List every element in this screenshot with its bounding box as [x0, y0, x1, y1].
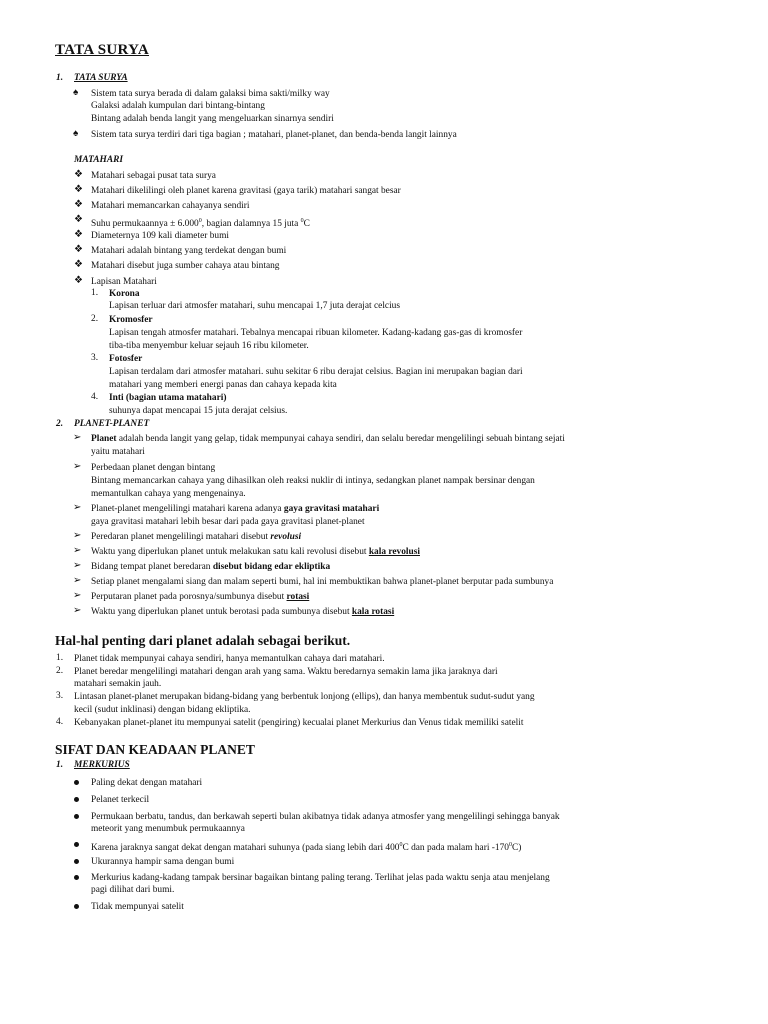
bullet-dot-icon: [74, 904, 79, 909]
bullet-dot-icon: [74, 797, 79, 802]
hal-item: Planet beredar mengelilingi matahari dengan arah yang sama. Waktu beredarnya semakin lama jika jaraknya dari: [74, 667, 498, 677]
list-item: Matahari adalah bintang yang terdekat dengan bumi: [91, 246, 287, 256]
layer-desc: Lapisan tengah atmosfer matahari. Tebalnya mencapai ribuan kilometer. Kadang-kadang gas-gas di kromosfer: [109, 328, 523, 338]
layer-desc: Lapisan terluar dari atmosfer matahari, suhu mencapai 1,7 juta derajat celcius: [109, 301, 401, 311]
list-item: Diameternya 109 kali diameter bumi: [91, 231, 229, 241]
list-item: Matahari dikelilingi oleh planet karena gravitasi (gaya tarik) matahari sangat besar: [91, 186, 401, 196]
list-item-cont: gaya gravitasi matahari lebih besar dari pada gaya gravitasi planet-planet: [91, 517, 365, 527]
arrow-bullet-icon: ➢: [73, 461, 82, 472]
list-item-cont: yaitu matahari: [91, 447, 145, 457]
arrow-bullet-icon: ➢: [73, 590, 82, 601]
hal-item-cont: matahari semakin jauh.: [74, 679, 162, 689]
list-item: Planet adalah benda langit yang gelap, tidak mempunyai cahaya sendiri, dan selalu beredar mengelilingi sebuah bintang sejati: [91, 434, 565, 444]
list-item: Lapisan Matahari: [91, 277, 157, 287]
diamond-bullet-icon: ❖: [74, 229, 83, 240]
hal-heading: Hal-hal penting dari planet adalah sebagai berikut.: [55, 633, 351, 648]
arrow-bullet-icon: ➢: [73, 502, 82, 513]
bullet-dot-icon: [74, 780, 79, 785]
hal-number: 3.: [56, 691, 64, 701]
list-item: Matahari disebut juga sumber cahaya atau bintang: [91, 261, 280, 271]
list-item: Waktu yang diperlukan planet untuk berotasi pada sumbunya disebut kala rotasi: [91, 607, 395, 617]
diamond-bullet-icon: ❖: [74, 214, 83, 225]
bullet-dot-icon: [74, 842, 79, 847]
arrow-bullet-icon: ➢: [73, 545, 82, 556]
hal-item: Planet tidak mempunyai cahaya sendiri, hanya memantulkan cahaya dari matahari.: [74, 654, 385, 664]
section-1-heading: TATA SURYA: [74, 73, 128, 83]
sifat-heading: SIFAT DAN KEADAAN PLANET: [55, 742, 255, 757]
arrow-bullet-icon: ➢: [73, 605, 82, 616]
list-item: Setiap planet mengalami siang dan malam seperti bumi, hal ini membuktikan bahwa planet-planet berputar pada sumbunya: [91, 577, 554, 587]
hal-item-cont: kecil (sudut inklinasi) dengan bidang ekliptika.: [74, 705, 251, 715]
layer-number: 1.: [91, 288, 99, 298]
hal-number: 2.: [56, 666, 64, 676]
list-item: Tidak mempunyai satelit: [91, 902, 184, 912]
list-item: Paling dekat dengan matahari: [91, 778, 203, 788]
list-item: Permukaan berbatu, tandus, dan berkawah seperti bulan akibatnya tidak adanya atmosfer yang mengelilingi sehingga banyak: [91, 812, 560, 822]
list-item: Pelanet terkecil: [91, 795, 150, 805]
list-item: Suhu permukaannya ± $6.000^0$, bagian dalamnya 15 juta $^0$C: [91, 218, 310, 230]
layer-name: Korona: [109, 289, 140, 299]
list-item: Karena jaraknya sangat dekat dengan matahari suhunya (pada siang lebih dari $400^0C$ dan pada malam hari $-170^0C$): [91, 842, 522, 854]
list-item: Sistem tata surya terdiri dari tiga bagian ; matahari, planet-planet, dan benda-benda langit lainnya: [91, 130, 457, 140]
layer-name: Kromosfer: [109, 315, 153, 325]
layer-desc: suhunya dapat mencapai 15 juta derajat celsius.: [109, 406, 288, 416]
layer-name: Inti (bagian utama matahari): [109, 393, 227, 403]
spade-bullet-icon: ♠: [73, 87, 79, 98]
matahari-heading: MATAHARI: [74, 155, 123, 165]
layer-name: Fotosfer: [109, 354, 143, 364]
hal-number: 1.: [56, 653, 64, 663]
layer-number: 4.: [91, 392, 99, 402]
diamond-bullet-icon: ❖: [74, 275, 83, 286]
arrow-bullet-icon: ➢: [73, 560, 82, 571]
list-item: Matahari memancarkan cahayanya sendiri: [91, 201, 250, 211]
arrow-bullet-icon: ➢: [73, 432, 82, 443]
bullet-dot-icon: [74, 814, 79, 819]
page-title: TATA SURYA: [55, 42, 150, 58]
list-item: Matahari sebagai pusat tata surya: [91, 171, 216, 181]
merkurius-heading: MERKURIUS: [74, 760, 130, 770]
list-item-cont: meteorit yang menumbuk permukaannya: [91, 824, 245, 834]
diamond-bullet-icon: ❖: [74, 259, 83, 270]
section-1-number: 1.: [56, 73, 64, 83]
bullet-dot-icon: [74, 875, 79, 880]
layer-desc: matahari yang memberi energi panas dan cahaya kepada kita: [109, 380, 337, 390]
layer-desc: tiba-tiba menyembur keluar sejauh 16 ribu kilometer.: [109, 341, 309, 351]
section-2-number: 2.: [56, 419, 64, 429]
diamond-bullet-icon: ❖: [74, 244, 83, 255]
layer-number: 2.: [91, 314, 99, 324]
diamond-bullet-icon: ❖: [74, 169, 83, 180]
list-item: Waktu yang diperlukan planet untuk melakukan satu kali revolusi disebut kala revolusi: [91, 547, 420, 557]
list-item: Merkurius kadang-kadang tampak bersinar bagaikan bintang paling terang. Terlihat jelas pada waktu senja atau menjelang: [91, 873, 550, 883]
layer-desc: Lapisan terdalam dari atmosfer matahari. suhu sekitar 6 ribu derajat celsius. Bagian ini merupakan bagian dari: [109, 367, 523, 377]
list-item: Bidang tempat planet beredaran disebut bidang edar ekliptika: [91, 562, 331, 572]
list-item: Planet-planet mengelilingi matahari karena adanya gaya gravitasi matahari: [91, 504, 380, 514]
hal-number: 4.: [56, 717, 64, 727]
list-item: Ukurannya hampir sama dengan bumi: [91, 857, 235, 867]
bullet-dot-icon: [74, 859, 79, 864]
list-item: Perputaran planet pada porosnya/sumbunya disebut rotasi: [91, 592, 310, 602]
list-item: Galaksi adalah kumpulan dari bintang-bintang: [91, 101, 265, 111]
list-item: Peredaran planet mengelilingi matahari disebut revolusi: [91, 532, 302, 542]
merkurius-number: 1.: [56, 760, 64, 770]
hal-item: Lintasan planet-planet merupakan bidang-bidang yang berbentuk lonjong (ellips), dan hanya membentuk sudut-sudut yang: [74, 692, 535, 702]
diamond-bullet-icon: ❖: [74, 199, 83, 210]
layer-number: 3.: [91, 353, 99, 363]
list-item-cont: Bintang memancarkan cahaya yang dihasilkan oleh reaksi nuklir di intinya, sedangkan planet nampak bersinar dengan: [91, 476, 535, 486]
arrow-bullet-icon: ➢: [73, 575, 82, 586]
list-item: Perbedaan planet dengan bintang: [91, 463, 216, 473]
list-item: Sistem tata surya berada di dalam galaksi bima sakti/milky way: [91, 89, 330, 99]
list-item: Bintang adalah benda langit yang mengeluarkan sinarnya sendiri: [91, 114, 334, 124]
list-item-cont: pagi dilihat dari bumi.: [91, 885, 175, 895]
section-2-heading: PLANET-PLANET: [74, 419, 150, 429]
spade-bullet-icon: ♠: [73, 128, 79, 139]
arrow-bullet-icon: ➢: [73, 530, 82, 541]
list-item-cont: memantulkan cahaya yang mengenainya.: [91, 489, 246, 499]
diamond-bullet-icon: ❖: [74, 184, 83, 195]
hal-item: Kebanyakan planet-planet itu mempunyai satelit (pengiring) kecualai planet Merkurius dan Venus tidak memiliki satelit: [74, 718, 524, 728]
